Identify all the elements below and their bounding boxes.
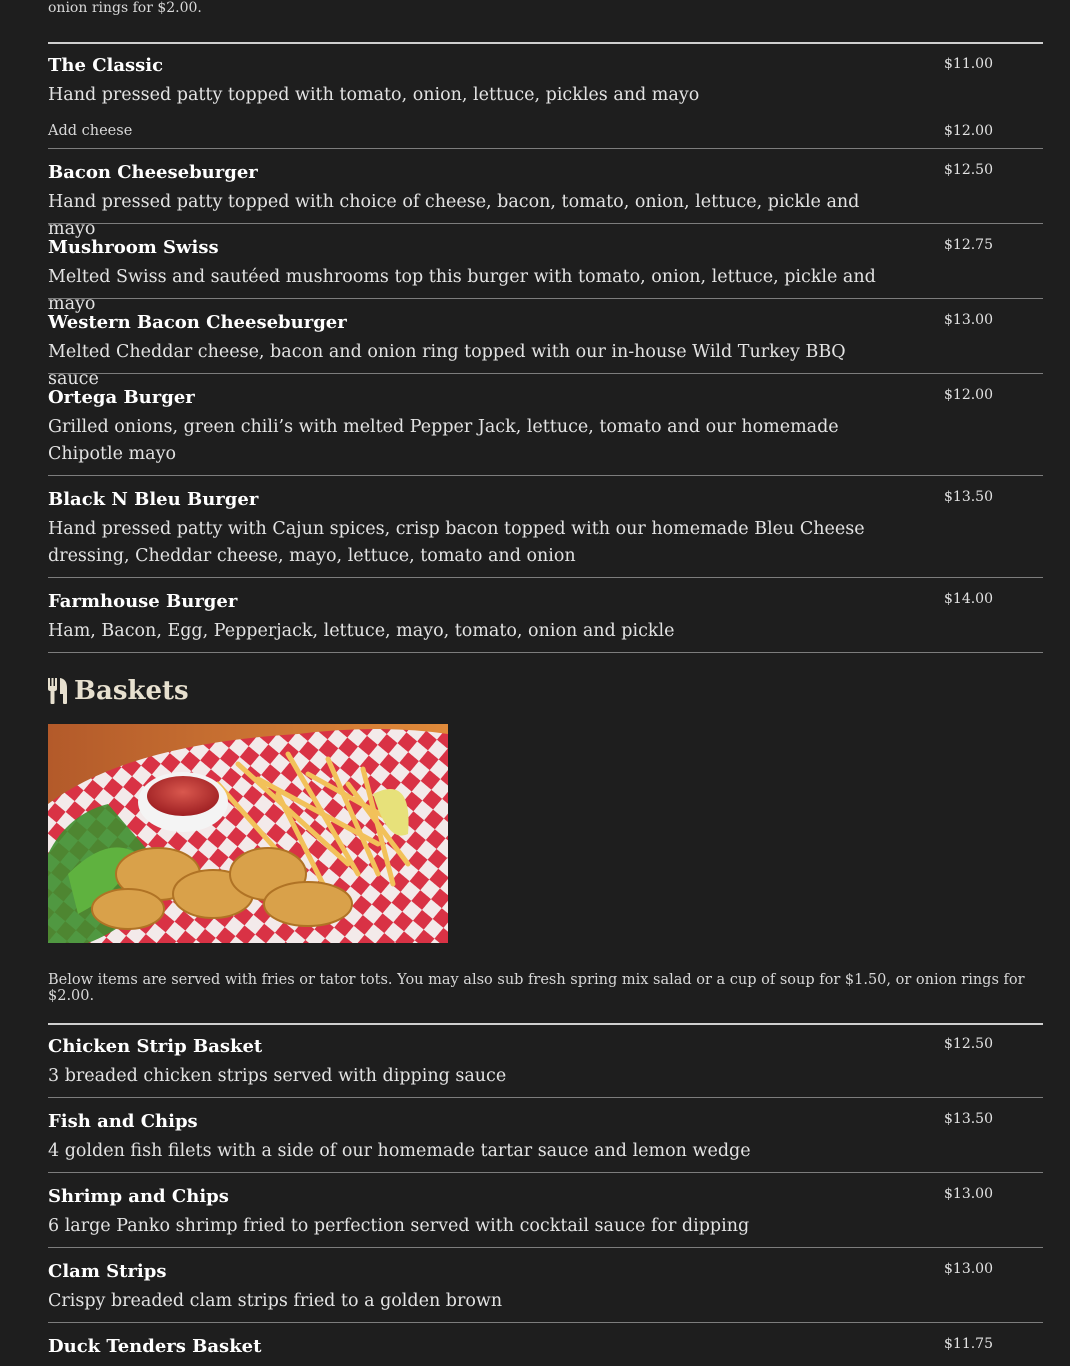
item-name: Farmhouse Burger [48,591,238,612]
item-description: Melted Cheddar cheese, bacon and onion ring topped with our in-house Wild Turkey BBQ sauce [48,342,846,389]
item-description: 4 golden fish filets with a side of our homemade tartar sauce and lemon wedge [48,1141,751,1161]
baskets-intro: Below items are served with fries or tator tots. You may also sub fresh spring mix salad or a cup of soup for $1.50, or onion rings for $2.00. [48,972,1025,1004]
item-description: Melted Swiss and sautéed mushrooms top this burger with tomato, onion, lettuce, pickle and mayo [48,267,876,314]
menu-item-western-bacon-cheeseburger [48,312,1043,389]
item-name: Fish and Chips [48,1111,198,1132]
menu-item-chicken-strip-basket [48,1036,1043,1098]
menu-item-clam-strips [48,1261,1043,1323]
item-name: Duck Tenders Basket [48,1336,262,1357]
item-name: The Classic [48,55,164,76]
top-note: onion rings for $2.00. [48,0,202,16]
menu-item-bacon-cheeseburger [48,162,1043,239]
item-price: $12.75 [944,237,993,253]
addon-label: Add cheese [48,123,133,139]
item-name: Chicken Strip Basket [48,1036,263,1057]
item-name: Western Bacon Cheeseburger [48,312,347,333]
item-name: Ortega Burger [48,387,195,408]
menu-item-farmhouse-burger [48,591,1043,653]
item-name: Clam Strips [48,1261,167,1282]
item-description: Ham, Bacon, Egg, Pepperjack, lettuce, mayo, tomato, onion and pickle [48,621,675,641]
item-price: $12.50 [944,1036,993,1052]
item-description: Grilled onions, green chili’s with melted Pepper Jack, lettuce, tomato and our homemade Chipotle mayo [48,417,839,464]
utensils-icon [48,678,68,704]
item-price: $11.00 [944,56,993,72]
item-addon [48,123,1043,139]
menu-item-mushroom-swiss [48,237,1043,314]
item-price: $13.00 [944,1261,993,1277]
addon-price: $12.00 [944,123,993,139]
item-description: 6 large Panko shrimp fried to perfection served with cocktail sauce for dipping [48,1216,750,1236]
item-price: $13.00 [944,1186,993,1202]
item-price: $12.50 [944,162,993,178]
item-price: $14.00 [944,591,993,607]
item-description: Hand pressed patty topped with tomato, onion, lettuce, pickles and mayo [48,85,700,105]
item-name: Bacon Cheeseburger [48,162,258,183]
item-description: Hand pressed patty topped with choice of cheese, bacon, tomato, onion, lettuce, pickle and mayo [48,192,860,239]
menu-item-black-n-bleu-burger [48,489,1043,578]
item-name: Mushroom Swiss [48,237,219,258]
item-price: $11.75 [944,1336,993,1352]
item-name: Shrimp and Chips [48,1186,229,1207]
item-description: Hand pressed patty with Cajun spices, crisp bacon topped with our homemade Bleu Cheese dressing, Cheddar cheese, mayo, lettuce, tomato and onion [48,519,865,566]
item-price: $13.00 [944,312,993,328]
item-price: $13.50 [944,489,993,505]
menu-item-shrimp-and-chips [48,1186,1043,1248]
menu-item-duck-tenders-basket [48,1336,1043,1366]
section-heading-baskets [48,676,189,706]
section-divider [48,1023,1043,1025]
item-price: $12.00 [944,387,993,403]
baskets-photo [48,724,448,943]
menu-item-ortega-burger [48,387,1043,476]
menu-item-the-classic [48,55,1043,149]
item-description: 3 breaded chicken strips served with dipping sauce [48,1066,507,1086]
section-divider [48,42,1043,44]
section-title: Baskets [74,676,189,706]
item-description: Crispy breaded clam strips fried to a golden brown [48,1291,503,1311]
item-price: $13.50 [944,1111,993,1127]
item-name: Black N Bleu Burger [48,489,259,510]
menu-item-fish-and-chips [48,1111,1043,1173]
